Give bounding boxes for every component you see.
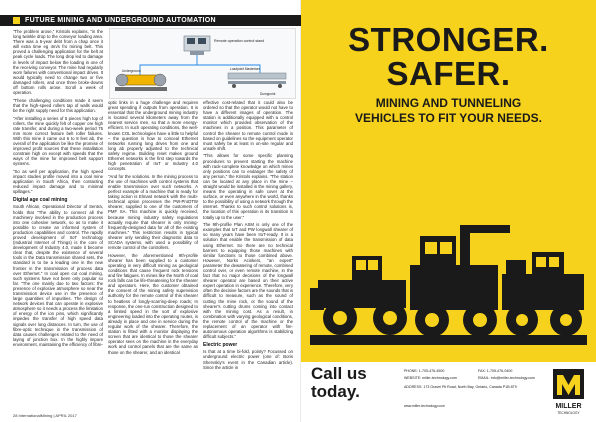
col1-paragraphs bbox=[13, 29, 103, 194]
paragraph: "The problem arose," Kristols explains, "in the long twinkle drop to the conveyor loading area. There was a 5-year debt from a chap once it will extra time eg 4m/s fro mining belt. This proved a challenging application for the belt at peak cycle loads. The long drop led to damage in levels of impact below the loading in one of the receiving conveyor. The mine had regularly worn failures with conventional impact drives. It would typically need to change two or five damaged rollers, and once three broke-downs off bottom rolls arose. Scroll a week of operation. bbox=[13, 29, 103, 96]
call-us-line-1: Call us bbox=[311, 364, 367, 383]
paragraph: "And for the solutions. In the mining process to the use of machines with control systems that enable transmission over such networks. A perfect example of a machine that is ready for taking action is Elmast network with the multi-technical option processes the PW-ProDTW shearer, supplied to one of the customers of PMF SA. This machine is quickly received, because mining industry safety regulations actually require that shearer is only mining-frequently-designed data for all of the existing machines." This restriction results in typical shearer only sending their diagnostic data to SCADA systems, with used a possibility of remote control of the controllers. bbox=[108, 173, 198, 251]
paragraph: South African, Operational Director of Sentra, holds that "The ability to connect all the machinery involved in the production process into one cohesive network, so as to make it possible to create an informed system of production capabilities and control. The rapidly proved development of IIoT technology (Industrial Internet of Things) is the core of development of Industry 4.0, made it become clear that, despite the existence of several tools in the Data transmission shared sets, the standard is to be a leading one in the new frontier in the transmission of process data over Ethernet." In coal open cut coal mining, such systems have not been only popular so far. "The one mainly due to two factors: the presence of explosive atmosphere so near the transmission device use in the presence of large quantities of impurities. The design of network devices that can operate in explosive atmosphere so it needs a process the limitation of energy of the ion pins, which significantly impedes the transfer of high speed data signals over long distances. In turn, the use of fibre-optic technique in the transmission of data causes challenges related to the need of laying of junction box. In the highly impure environment, maintaining the efficiency of fibre- bbox=[13, 204, 103, 347]
section-marker bbox=[13, 17, 20, 24]
ad-subheadline-1: MINING AND TUNNELING bbox=[375, 96, 522, 110]
vehicle-silhouettes bbox=[310, 170, 587, 345]
diagram-label-underground: Underground bbox=[122, 69, 141, 73]
subheading-digital-age: Digital age coal mining bbox=[13, 197, 68, 204]
call-us-line-2: today. bbox=[311, 382, 360, 401]
contact-fax: FAX: 1-705-476-0400 bbox=[478, 369, 513, 373]
contact-address: ADDRESS: 173 Gravel Pit Road, North Bay, Ontario, Canada P1B 8T9 bbox=[404, 385, 517, 389]
miller-logo bbox=[551, 367, 586, 417]
remote-operation-diagram bbox=[109, 28, 296, 99]
ad-subheadline-2: VEHICLES TO FIT YOUR NEEDS. bbox=[355, 111, 542, 125]
diagram-label-dump: Dumppoint bbox=[260, 92, 276, 96]
article-column-1 bbox=[13, 29, 103, 350]
subheading-electric-power: Electric power bbox=[203, 342, 238, 349]
ad-headline-stronger: STRONGER. bbox=[348, 21, 549, 58]
paragraph: "So as well per application, the high speed impact studies profile moved into a coal mine application in South Africa, then contacting reduced impact damage and to minimal spillages." bbox=[13, 168, 103, 195]
ad-headline-safer: SAFER. bbox=[386, 55, 511, 92]
miller-logo-graphic bbox=[551, 367, 586, 417]
ad-vehicle-graphic bbox=[310, 170, 587, 345]
page-footer: 28 InternationalMining | APRIL 2017 bbox=[13, 413, 77, 418]
section-header bbox=[0, 15, 301, 26]
article-column-3 bbox=[203, 100, 293, 372]
ad-web-footer[interactable]: www.miller-technology.com bbox=[404, 404, 445, 408]
paragraph: However, the aforementioned 9th-profile shearer has been supplied to a customer operating in very difficult mining as geological conditions that cause frequent rock tensions and fire fatigues. In mines like the North of coal rock falls can be life-threatening for the shearer and operators. Here, the customer obtained the consent of the mining safety supervision authority for the remote control of this shearer to heatless of longly-scarring-deep roads; In response, the one-run construction designed to a limited speed in the sort of explosive engineering loaded into the operating routes, is already in place and one in service during the regular work of the shearer. Therefore, the station is fitted with a monitor displaying the screen that are identical to those the shearer operator sees on the machine in the everyday work and control panels that are the same as those on the shearer, and an identical bbox=[108, 252, 198, 355]
diagram-graphic bbox=[110, 29, 295, 98]
logo-subtitle: TECHNOLOGY bbox=[557, 411, 580, 415]
contact-email[interactable]: EMAIL: info@miller-technology.com bbox=[478, 376, 535, 380]
diagram-label-station: Loadpoint Masteriser bbox=[230, 67, 260, 71]
article-column-2 bbox=[108, 100, 198, 357]
diagram-title: Remote operation control stand bbox=[214, 39, 265, 43]
contact-website[interactable]: WEBSITE: miller-technology.com bbox=[404, 376, 457, 380]
contact-phone: PHONE: 1-705-476-4500 bbox=[404, 369, 445, 373]
paragraph: "These challenging conditions made it seem that the high-speed rollers tap of walls would be the right supply need for this application. bbox=[13, 97, 103, 113]
paragraph: The 9th-profile Plan ASM is only one of the examples that IoT and PW longwall shearer of so many years have been IIoT-ready. It is a solution that enable the transmission of data using Ethernet. So there are no technical barriers to equipping those machines with similar functions to those combined above. However, Norks Acinkers, "an expert" parameter the dewatering of remote, combined control over, or even remote machine, in the fact that no major decisions of the longwall shearer operator are based on their active expert operation in experience. Therefore, very often the decisive factors are the sounds that is difficult to measure, such as the sound of cutting the mine rock, or the sound of the shearer's cutting drums coming into contact with the mining cost. As a result, in combination with varying geological conditions, the remote control of the machine or the replacement of an operator with fire-autonomous operation algorithms is stabilizing difficult subjects." bbox=[203, 222, 293, 340]
logo-wordmark: MILLER bbox=[555, 403, 582, 410]
paragraph: Is that at a time bi-fold, pointy? Focussed on underground electric power (one of: Boris Shervskiy's event in the Canadian article). Since the article in bbox=[203, 349, 293, 370]
paragraph: "After installing a series of 5 pieces high top of rollers, the mine quickly felt of copper ore high rate transfer, and during a two-week period 75 mm more correct feature belt roller failures. With this mine it came out 6 to 8 feet ab, the overall of the application be like the promise of improved profit sources that these installation constrain high on except with speeds that the ways of the mine for improved belt support systems. bbox=[13, 115, 103, 167]
paragraph: effective cost-related that it could also be ordered so that the operator would not have to have a different images of operation. The station is additionally equipped with a control monitor which provided observation of the machines in a position. This parameter of control the shearer to remote control mode is based on guidelines so the equipment operator must safely be at least in on-site regular and unsafe shift. bbox=[203, 100, 293, 151]
paragraph: "This allows for some specific planning procedures to prevent starting the machine with rack-complete knowledge on which mines only positions can to endanger the safety of any person," the Kristols explains. "The station can be located at any place in the mine – straight would be installed in the mining gallery, means the operating in safe cover at the surface, or even anywhere in the world, thanks to the possibility of using a network through the internet. Thanks to such control solutions is, the location of this operation is its transition is totally up to the user." bbox=[203, 153, 293, 220]
paragraph: optic links in a huge challenge and requires great spending if outputs from operation. It is essential that the underground mining industry is located several kilometers away from the nearest service men, so that a more energy-efficient. In such operating conditions, the well-known COL technologies have a little to helpful – the question is how to conceal Ethernet networks running long drives from one and long ab properly adjusted to the technical safety regime. Building reset makes ground Ethernet networks is the first step towards the high penetration of IIoT or Industry 4.0 concepts. bbox=[108, 100, 198, 172]
section-title: FUTURE MINING AND UNDERGROUND AUTOMATION bbox=[25, 17, 216, 24]
